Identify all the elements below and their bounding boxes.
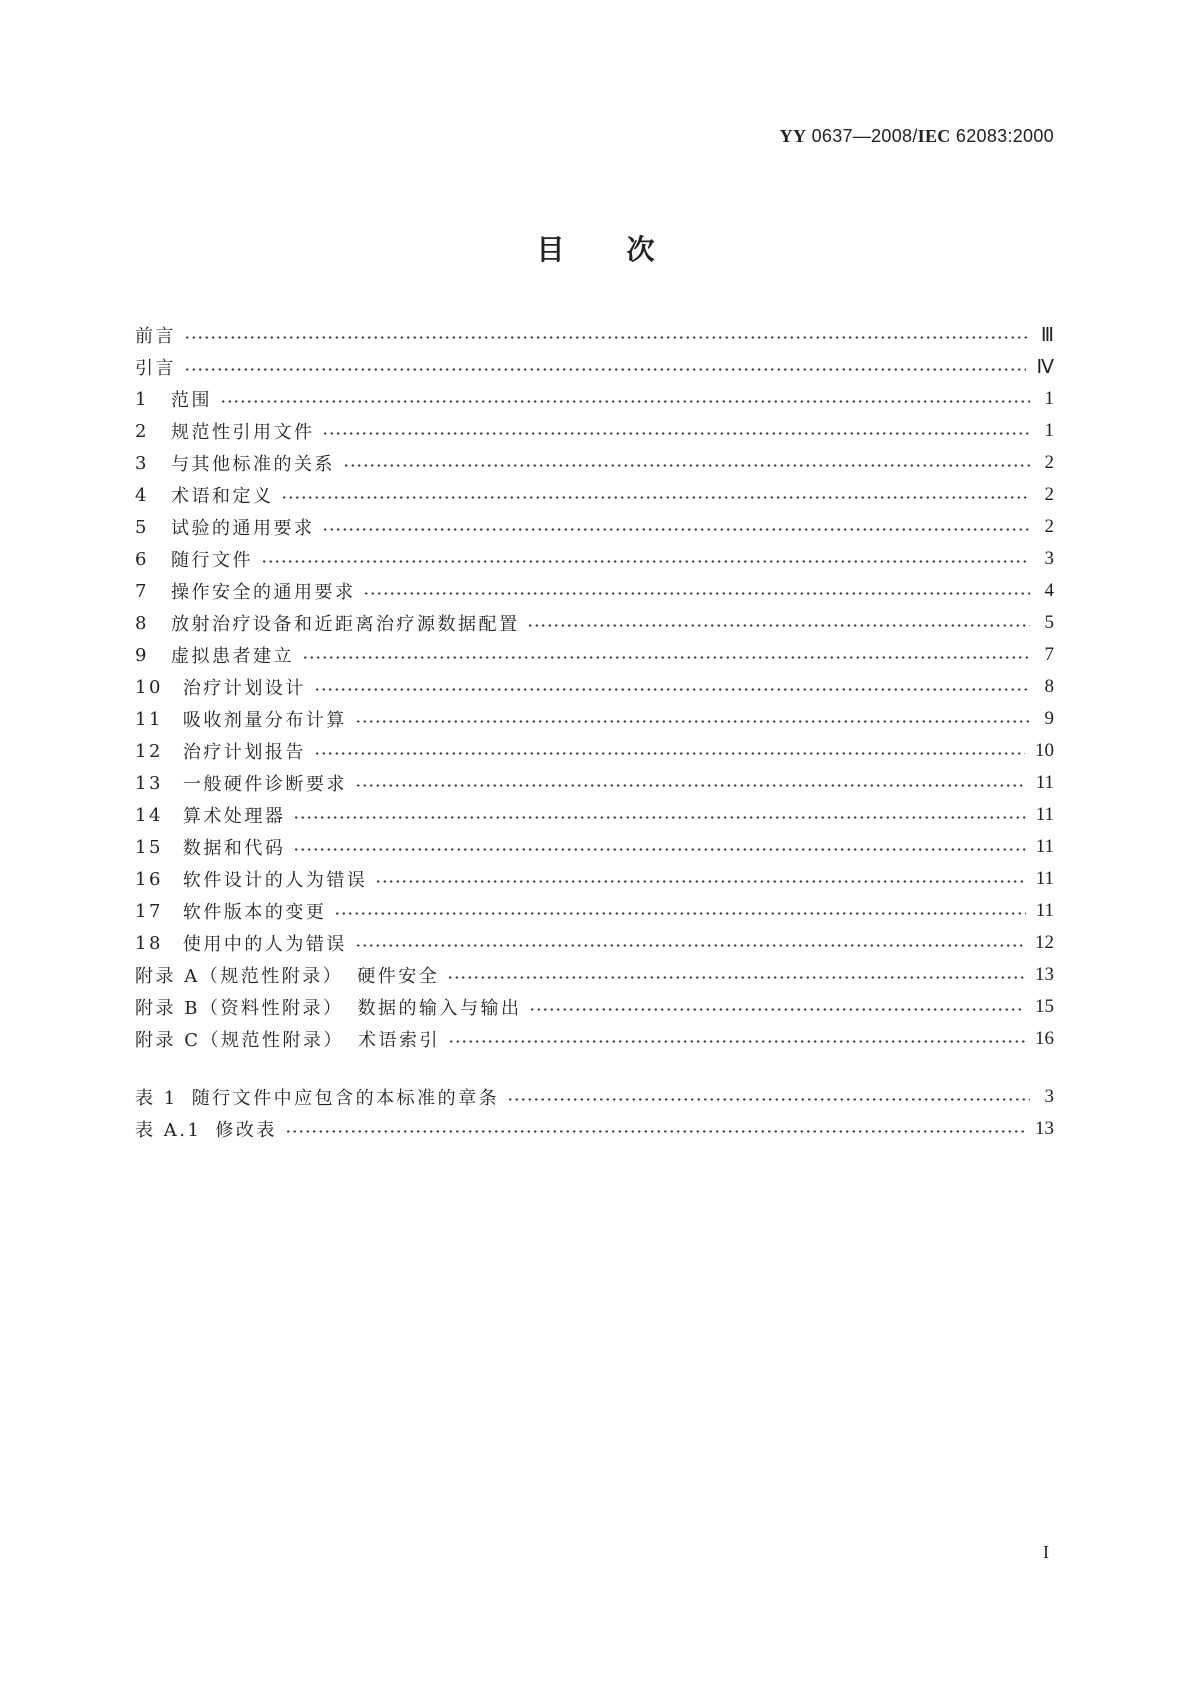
entry-number: 10 (135, 676, 163, 698)
entry-number: 15 (135, 836, 163, 858)
toc-entry[interactable] (135, 927, 1054, 959)
entry-title: 使用中的人为错误 (182, 934, 347, 955)
entry-page-number: 1 (1044, 388, 1054, 409)
entry-title: 治疗计划设计 (182, 678, 306, 699)
entry-title: 引言 (135, 358, 176, 379)
document-code-header (780, 126, 1054, 147)
entry-title: 术语索引 (358, 1030, 440, 1051)
entry-title: 放射治疗设备和近距离治疗源数据配置 (170, 614, 520, 635)
table-list-entry[interactable] (135, 1081, 1054, 1113)
toc-entry[interactable] (135, 671, 1054, 703)
entry-page-number: 10 (1035, 740, 1054, 761)
entry-page-number: 3 (1044, 1086, 1054, 1107)
entry-title: 吸收剂量分布计算 (182, 710, 347, 731)
entry-number: 8 (135, 612, 149, 634)
entry-number: 17 (135, 900, 163, 922)
toc-entry[interactable] (135, 767, 1054, 799)
dot-leader (448, 1040, 1025, 1043)
entry-title: 操作安全的通用要求 (170, 582, 356, 603)
dot-leader (261, 560, 1030, 563)
dot-leader (322, 432, 1030, 435)
entry-page-number: 13 (1035, 964, 1054, 985)
entry-title: 试验的通用要求 (170, 518, 315, 539)
toc-entry[interactable] (135, 351, 1054, 383)
entry-page-number: 5 (1044, 612, 1054, 633)
entry-page-number: 3 (1044, 548, 1054, 569)
toc-entry[interactable] (135, 383, 1054, 415)
dot-leader (302, 656, 1030, 659)
dot-leader (293, 848, 1025, 851)
dot-leader (184, 336, 1030, 339)
toc-entry[interactable] (135, 575, 1054, 607)
table-of-contents (135, 319, 1054, 1055)
dot-leader (293, 816, 1025, 819)
entry-page-number: 16 (1035, 1028, 1054, 1049)
entry-page-number: 12 (1035, 932, 1054, 953)
entry-page-number: Ⅳ (1036, 356, 1054, 378)
entry-page-number: 11 (1035, 772, 1054, 793)
entry-number: 5 (135, 516, 149, 538)
header-code-number: 0637—2008/ (806, 126, 918, 146)
entry-title: 数据和代码 (182, 838, 286, 859)
entry-title: 术语和定义 (170, 486, 274, 507)
list-of-tables (135, 1081, 1054, 1145)
dot-leader (355, 784, 1026, 787)
entry-number: 6 (135, 548, 149, 570)
toc-entry[interactable] (135, 831, 1054, 863)
entry-page-number: 13 (1035, 1118, 1054, 1139)
toc-entry[interactable] (135, 415, 1054, 447)
entry-page-number: 4 (1044, 580, 1054, 601)
dot-leader (375, 880, 1025, 883)
entry-page-number: 7 (1044, 644, 1054, 665)
dot-leader (529, 1008, 1025, 1011)
entry-page-number: 2 (1044, 484, 1054, 505)
page-number: I (1043, 1542, 1049, 1562)
entry-number: 7 (135, 580, 149, 602)
entry-number: 14 (135, 804, 163, 826)
dot-leader (355, 720, 1030, 723)
entry-title: 一般硬件诊断要求 (182, 774, 347, 795)
entry-title: 范围 (170, 390, 212, 411)
page-title: 目次 (536, 233, 717, 266)
dot-leader (507, 1098, 1030, 1101)
header-code-yy: YY (779, 126, 807, 146)
toc-entry[interactable] (135, 863, 1054, 895)
toc-entry[interactable] (135, 319, 1054, 351)
dot-leader (447, 976, 1025, 979)
entry-title: 前言 (135, 326, 176, 347)
toc-entry[interactable] (135, 735, 1054, 767)
toc-entry[interactable] (135, 895, 1054, 927)
toc-entry[interactable] (135, 799, 1054, 831)
entry-title: 虚拟患者建立 (170, 646, 294, 667)
entry-page-number: 8 (1044, 676, 1054, 697)
header-code-iec: IEC (917, 126, 951, 146)
entry-page-number: 11 (1035, 804, 1054, 825)
entry-page-number: 11 (1035, 836, 1054, 857)
entry-title: 修改表 (215, 1120, 277, 1141)
toc-entry[interactable] (135, 607, 1054, 639)
entry-number: 附录 A（规范性附录） (135, 966, 344, 987)
entry-page-number: 11 (1035, 868, 1054, 889)
entry-title: 数据的输入与输出 (357, 998, 522, 1019)
toc-entry[interactable] (135, 447, 1054, 479)
entry-number: 9 (135, 644, 149, 666)
entry-page-number: 1 (1044, 420, 1054, 441)
entry-page-number: 15 (1035, 996, 1054, 1017)
dot-leader (322, 528, 1030, 531)
header-code-iec-number: 62083:2000 (950, 126, 1054, 146)
entry-page-number: Ⅲ (1040, 324, 1054, 346)
entry-page-number: 11 (1035, 900, 1054, 921)
entry-title: 随行文件 (170, 550, 253, 571)
dot-leader (363, 592, 1030, 595)
entry-title: 治疗计划报告 (182, 742, 306, 763)
dot-leader (355, 944, 1025, 947)
toc-entry[interactable] (135, 1023, 1054, 1055)
toc-entry[interactable] (135, 703, 1054, 735)
toc-entry[interactable] (135, 543, 1054, 575)
toc-entry[interactable] (135, 511, 1054, 543)
dot-leader (220, 400, 1030, 403)
dot-leader (314, 752, 1025, 755)
entry-number: 1 (135, 388, 149, 410)
entry-number: 13 (135, 772, 163, 794)
entry-number: 4 (135, 484, 149, 506)
dot-leader (334, 912, 1025, 915)
entry-title: 随行文件中应包含的本标准的章条 (191, 1088, 500, 1109)
entry-number: 表 1 (135, 1088, 178, 1109)
entry-title: 硬件安全 (357, 966, 440, 987)
entry-number: 11 (135, 708, 163, 730)
entry-page-number: 2 (1044, 516, 1054, 537)
entry-page-number: 9 (1044, 708, 1054, 729)
dot-leader (184, 368, 1026, 371)
entry-number: 表 A.1 (135, 1120, 202, 1141)
entry-title: 软件版本的变更 (182, 902, 327, 923)
table-list-entry[interactable] (135, 1113, 1054, 1145)
toc-entry[interactable] (135, 639, 1054, 671)
entry-title: 软件设计的人为错误 (182, 870, 368, 891)
dot-leader (343, 464, 1030, 467)
toc-entry[interactable] (135, 959, 1054, 991)
toc-entry[interactable] (135, 991, 1054, 1023)
dot-leader (285, 1130, 1025, 1133)
entry-number: 附录 C（规范性附录） (135, 1030, 344, 1051)
entry-page-number: 2 (1044, 452, 1054, 473)
entry-title: 算术处理器 (182, 806, 286, 827)
entry-number: 12 (135, 740, 163, 762)
entry-title: 与其他标准的关系 (170, 454, 335, 475)
entry-title: 规范性引用文件 (170, 422, 315, 443)
entry-number: 2 (135, 420, 149, 442)
toc-entry[interactable] (135, 479, 1054, 511)
entry-number: 附录 B（资料性附录） (135, 998, 344, 1019)
dot-leader (281, 496, 1030, 499)
entry-number: 3 (135, 452, 149, 474)
entry-number: 16 (135, 868, 163, 890)
entry-number: 18 (135, 932, 163, 954)
dot-leader (314, 688, 1030, 691)
dot-leader (527, 624, 1030, 627)
